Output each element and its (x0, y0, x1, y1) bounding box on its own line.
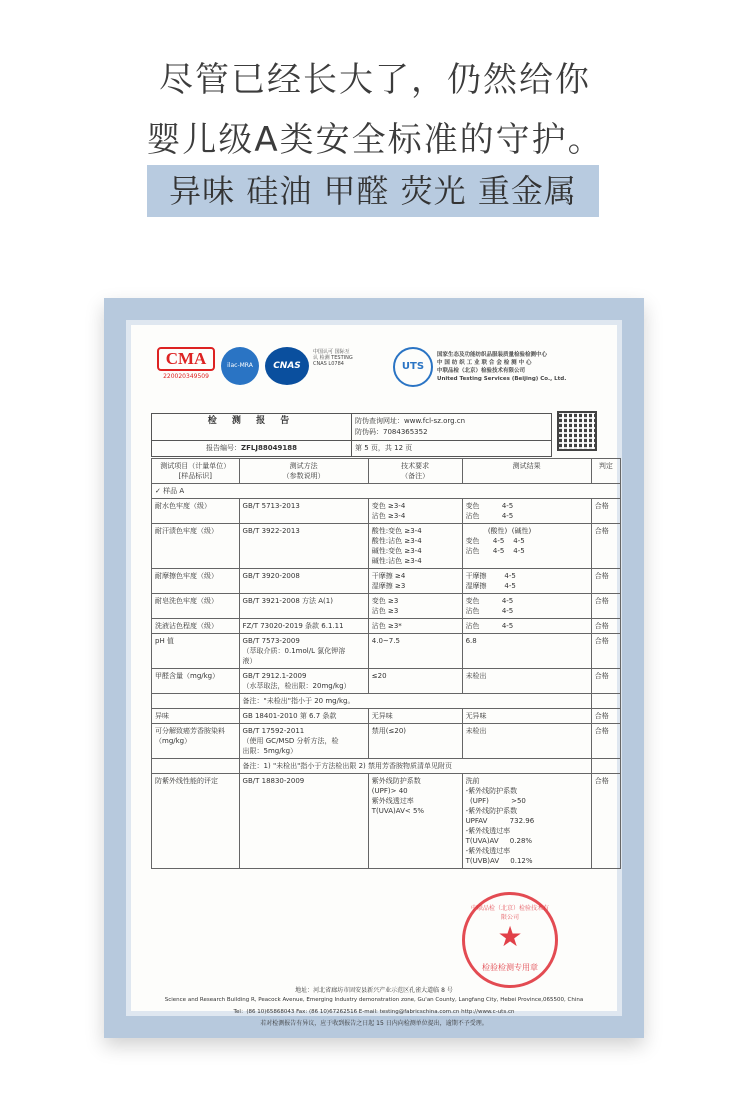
verdict: 合格 (591, 499, 620, 524)
test-method-cell (239, 569, 368, 594)
requirement-line: 禁用(≤20) (371, 727, 406, 735)
requirement-line: (UPF)> 40 (371, 787, 408, 795)
result-line: T(UVA)AV 0.28% (465, 837, 533, 845)
report-header-table (151, 413, 612, 457)
headline-line-2: 婴儿级A类安全标准的守护。 (146, 120, 604, 160)
anti-fake-site: 防伪查询网址：www.fcl-sz.org.cn (355, 417, 466, 425)
table-note-row (152, 694, 621, 709)
requirement-cell (368, 594, 462, 619)
picture-frame (104, 298, 644, 1038)
test-item: 可分解致癌芳香胺染料（mg/kg） (152, 724, 240, 759)
test-method-cell (239, 619, 368, 634)
official-seal (462, 892, 558, 988)
header-result: 测试结果 (462, 459, 591, 484)
page-info: 第 5 页，共 12 页 (352, 441, 552, 457)
uts-logo: UTS (393, 347, 433, 387)
requirement-line: 沾色 ≥3* (371, 622, 402, 630)
table-row (152, 524, 621, 569)
test-method: GB/T 3920-2008 (242, 572, 300, 580)
requirement-cell (368, 619, 462, 634)
result-line: -紫外线防护系数 (465, 807, 518, 815)
uts-line-4: United Testing Services (Beijing) Co., Ltd. (437, 376, 567, 382)
result-line: 洗前 (465, 777, 480, 785)
test-method: GB/T 7573-2009 (242, 637, 300, 645)
header-method: 测试方法 （参数说明） (239, 459, 368, 484)
requirement-line: 酸性:沾色 ≥3-4 (371, 537, 422, 545)
footer-address-cn: 地址：河北省廊坊市固安县新兴产业示范区孔雀大道临 8 号 (295, 987, 453, 994)
method-note: （水萃取法，检出限：20mg/kg） (242, 682, 351, 690)
requirement-cell (368, 499, 462, 524)
table-row (152, 709, 621, 724)
requirement-line: 碱性:变色 ≥3-4 (371, 547, 422, 555)
test-method: GB/T 3922-2013 (242, 527, 300, 535)
uts-caption (437, 351, 617, 383)
requirement-cell (368, 724, 462, 759)
footer-contact: Tel：(86 10)65868043 Fax: (86 10)67262516 E-mail: testing@fabricschina.com.cn http://www.c-uts.cn (233, 1009, 515, 1015)
method-note: （萃取介质：0.1mol/L 氯化钾溶 (242, 647, 346, 655)
result-line: 未检出 (465, 672, 487, 680)
seal-ring-text: 中联品检（北京）检验技术有限公司 (471, 905, 550, 921)
result-line: 干摩擦 4-5 (465, 572, 516, 580)
table-row (152, 774, 621, 869)
method-note: （使用 GC/MSD 分析方法，检 (242, 737, 339, 745)
result-cell (462, 634, 591, 669)
result-line: 沾色 4-5 (465, 512, 514, 520)
result-line: 变色 4-5 4-5 (465, 537, 525, 545)
test-item: 防紫外线性能的评定 (152, 774, 240, 869)
test-item: 异味 (152, 709, 240, 724)
results-table (151, 458, 621, 869)
test-method-cell (239, 669, 368, 694)
test-method-cell (239, 499, 368, 524)
requirement-line: 无异味 (371, 712, 393, 720)
result-line: 变色 4-5 (465, 597, 514, 605)
certification-logos (131, 325, 617, 385)
test-item: pH 值 (152, 634, 240, 669)
requirement-line: 变色 ≥3-4 (371, 502, 406, 510)
result-cell (462, 594, 591, 619)
table-row (152, 619, 621, 634)
result-cell (462, 499, 591, 524)
requirement-line: T(UVA)AV< 5% (371, 807, 425, 815)
result-line: 沾色 4-5 4-5 (465, 547, 525, 555)
test-method-cell (239, 774, 368, 869)
verdict: 合格 (591, 709, 620, 724)
qr-code (557, 411, 597, 451)
result-line: -紫外线透过率 (465, 827, 511, 835)
results-table-header (152, 459, 621, 484)
report-number: ZFLJ88049188 (241, 444, 297, 452)
report-number-cell (152, 441, 352, 457)
requirement-line: 湿摩擦 ≥3 (371, 582, 406, 590)
headline-line-1: 尽管已经长大了，仍然给你 (159, 60, 591, 100)
requirement-line: 紫外线透过率 (371, 797, 414, 805)
test-method: GB/T 3921-2008 方法 A(1) (242, 597, 333, 605)
test-method-cell (239, 524, 368, 569)
test-method: FZ/T 73020-2019 条款 6.1.11 (242, 622, 344, 630)
test-method-cell (239, 594, 368, 619)
cnas-caption: 中国认可 国际互认 检测 TESTING CNAS L0784 (313, 349, 353, 367)
table-note: 备注：1) "未检出"指小于方法检出限 2) 禁用芳香胺物质清单见附页 (239, 759, 591, 774)
test-item: 甲醛含量（mg/kg） (152, 669, 240, 694)
result-line: T(UVB)AV 0.12% (465, 857, 533, 865)
result-line: 沾色 4-5 (465, 622, 514, 630)
uts-line-2: 中 国 纺 织 工 业 联 合 会 检 测 中 心 (437, 360, 532, 366)
table-note-row (152, 759, 621, 774)
result-cell (462, 569, 591, 594)
anti-fake-code: 防伪码：7084365352 (355, 428, 428, 436)
test-item: 耐汗渍色牢度（级） (152, 524, 240, 569)
test-method: GB/T 5713-2013 (242, 502, 300, 510)
requirement-line: 沾色 ≥3 (371, 607, 399, 615)
requirement-line: 变色 ≥3 (371, 597, 399, 605)
requirement-cell (368, 524, 462, 569)
footer-dispute-note: 若对检测报告有异议，应于收到报告之日起 15 日内向检测单位提出，逾期不予受理。 (260, 1020, 488, 1027)
table-row (152, 594, 621, 619)
test-item: 耐水色牢度（级） (152, 499, 240, 524)
test-item: 耐皂洗色牢度（级） (152, 594, 240, 619)
result-line: 无异味 (465, 712, 487, 720)
uts-line-1: 国家生态及功能纺织品服装质量检验检测中心 (437, 352, 548, 358)
test-method: GB/T 17592-2011 (242, 727, 305, 735)
result-line: 变色 4-5 (465, 502, 514, 510)
anti-fake-info (352, 414, 552, 441)
header-verdict: 判定 (591, 459, 620, 484)
frame-mat (126, 320, 622, 1027)
table-row (152, 634, 621, 669)
requirement-line: 干摩擦 ≥4 (371, 572, 406, 580)
test-report-document (131, 325, 617, 1027)
keywords-banner: 异味 硅油 甲醛 荧光 重金属 (147, 165, 599, 217)
requirement-cell (368, 774, 462, 869)
result-line: -紫外线防护系数 (465, 787, 518, 795)
requirement-line: 酸性:变色 ≥3-4 (371, 527, 422, 535)
method-note: 液） (242, 657, 257, 665)
report-title: 检 测 报 告 (152, 414, 352, 441)
test-item: 洗液沾色程度（级） (152, 619, 240, 634)
test-method-cell (239, 709, 368, 724)
requirement-cell (368, 709, 462, 724)
test-method: GB/T 2912.1-2009 (242, 672, 307, 680)
result-line: 6.8 (465, 637, 477, 645)
requirement-line: 碱性:沾色 ≥3-4 (371, 557, 422, 565)
verdict: 合格 (591, 724, 620, 759)
header-requirement: 技术要求 （备注） (368, 459, 462, 484)
result-cell (462, 524, 591, 569)
uts-line-3: 中联品检（北京）检验技术有限公司 (437, 368, 526, 374)
cma-mark: CMA (157, 347, 215, 371)
table-row (152, 724, 621, 759)
table-row (152, 569, 621, 594)
verdict: 合格 (591, 524, 620, 569)
verdict: 合格 (591, 619, 620, 634)
ilac-mra-logo: ilac-MRA (221, 347, 259, 385)
test-item: 耐摩擦色牢度（级） (152, 569, 240, 594)
result-cell (462, 709, 591, 724)
seal-star-icon: ★ (497, 920, 523, 953)
requirement-cell (368, 569, 462, 594)
test-method: GB/T 18830-2009 (242, 777, 305, 785)
method-note: 出限：5mg/kg） (242, 747, 298, 755)
result-line: -紫外线透过率 (465, 847, 511, 855)
result-line: (UPF) >50 (465, 797, 526, 805)
requirement-cell (368, 634, 462, 669)
table-row (152, 499, 621, 524)
footer-address-en: Science and Research Building R, Peacock Avenue, Emerging Industry demonstration zone, Gu'an County, Langfang City, Hebei Province,065500, China (164, 997, 584, 1003)
verdict: 合格 (591, 774, 620, 869)
test-method-cell (239, 634, 368, 669)
cma-logo (157, 347, 215, 385)
report-number-label: 报告编号： (206, 444, 242, 452)
result-line: 湿摩擦 4-5 (465, 582, 516, 590)
sample-label: ✓ 样品 A (152, 484, 621, 499)
requirement-line: 4.0~7.5 (371, 637, 400, 645)
result-line: UPFAV 732.96 (465, 817, 535, 825)
verdict: 合格 (591, 569, 620, 594)
seal-text: 检验检测专用章 (482, 963, 538, 972)
result-cell (462, 774, 591, 869)
header-item: 测试项目（计量单位） [样品标识] (152, 459, 240, 484)
table-row (152, 669, 621, 694)
requirement-line: 紫外线防护系数 (371, 777, 421, 785)
result-line: (酸性) (碱性) (465, 527, 532, 535)
cnas-logo: CNAS (265, 347, 309, 385)
table-note: 备注："未检出"指小于 20 mg/kg。 (239, 694, 591, 709)
result-cell (462, 724, 591, 759)
result-line: 未检出 (465, 727, 487, 735)
result-cell (462, 619, 591, 634)
requirement-line: ≤20 (371, 672, 387, 680)
test-method: GB 18401-2010 第 6.7 条款 (242, 712, 337, 720)
test-method-cell (239, 724, 368, 759)
requirement-line: 沾色 ≥3-4 (371, 512, 406, 520)
result-line: 沾色 4-5 (465, 607, 514, 615)
verdict: 合格 (591, 669, 620, 694)
cma-number: 220020349509 (163, 373, 209, 380)
verdict: 合格 (591, 594, 620, 619)
requirement-cell (368, 669, 462, 694)
verdict: 合格 (591, 634, 620, 669)
result-cell (462, 669, 591, 694)
